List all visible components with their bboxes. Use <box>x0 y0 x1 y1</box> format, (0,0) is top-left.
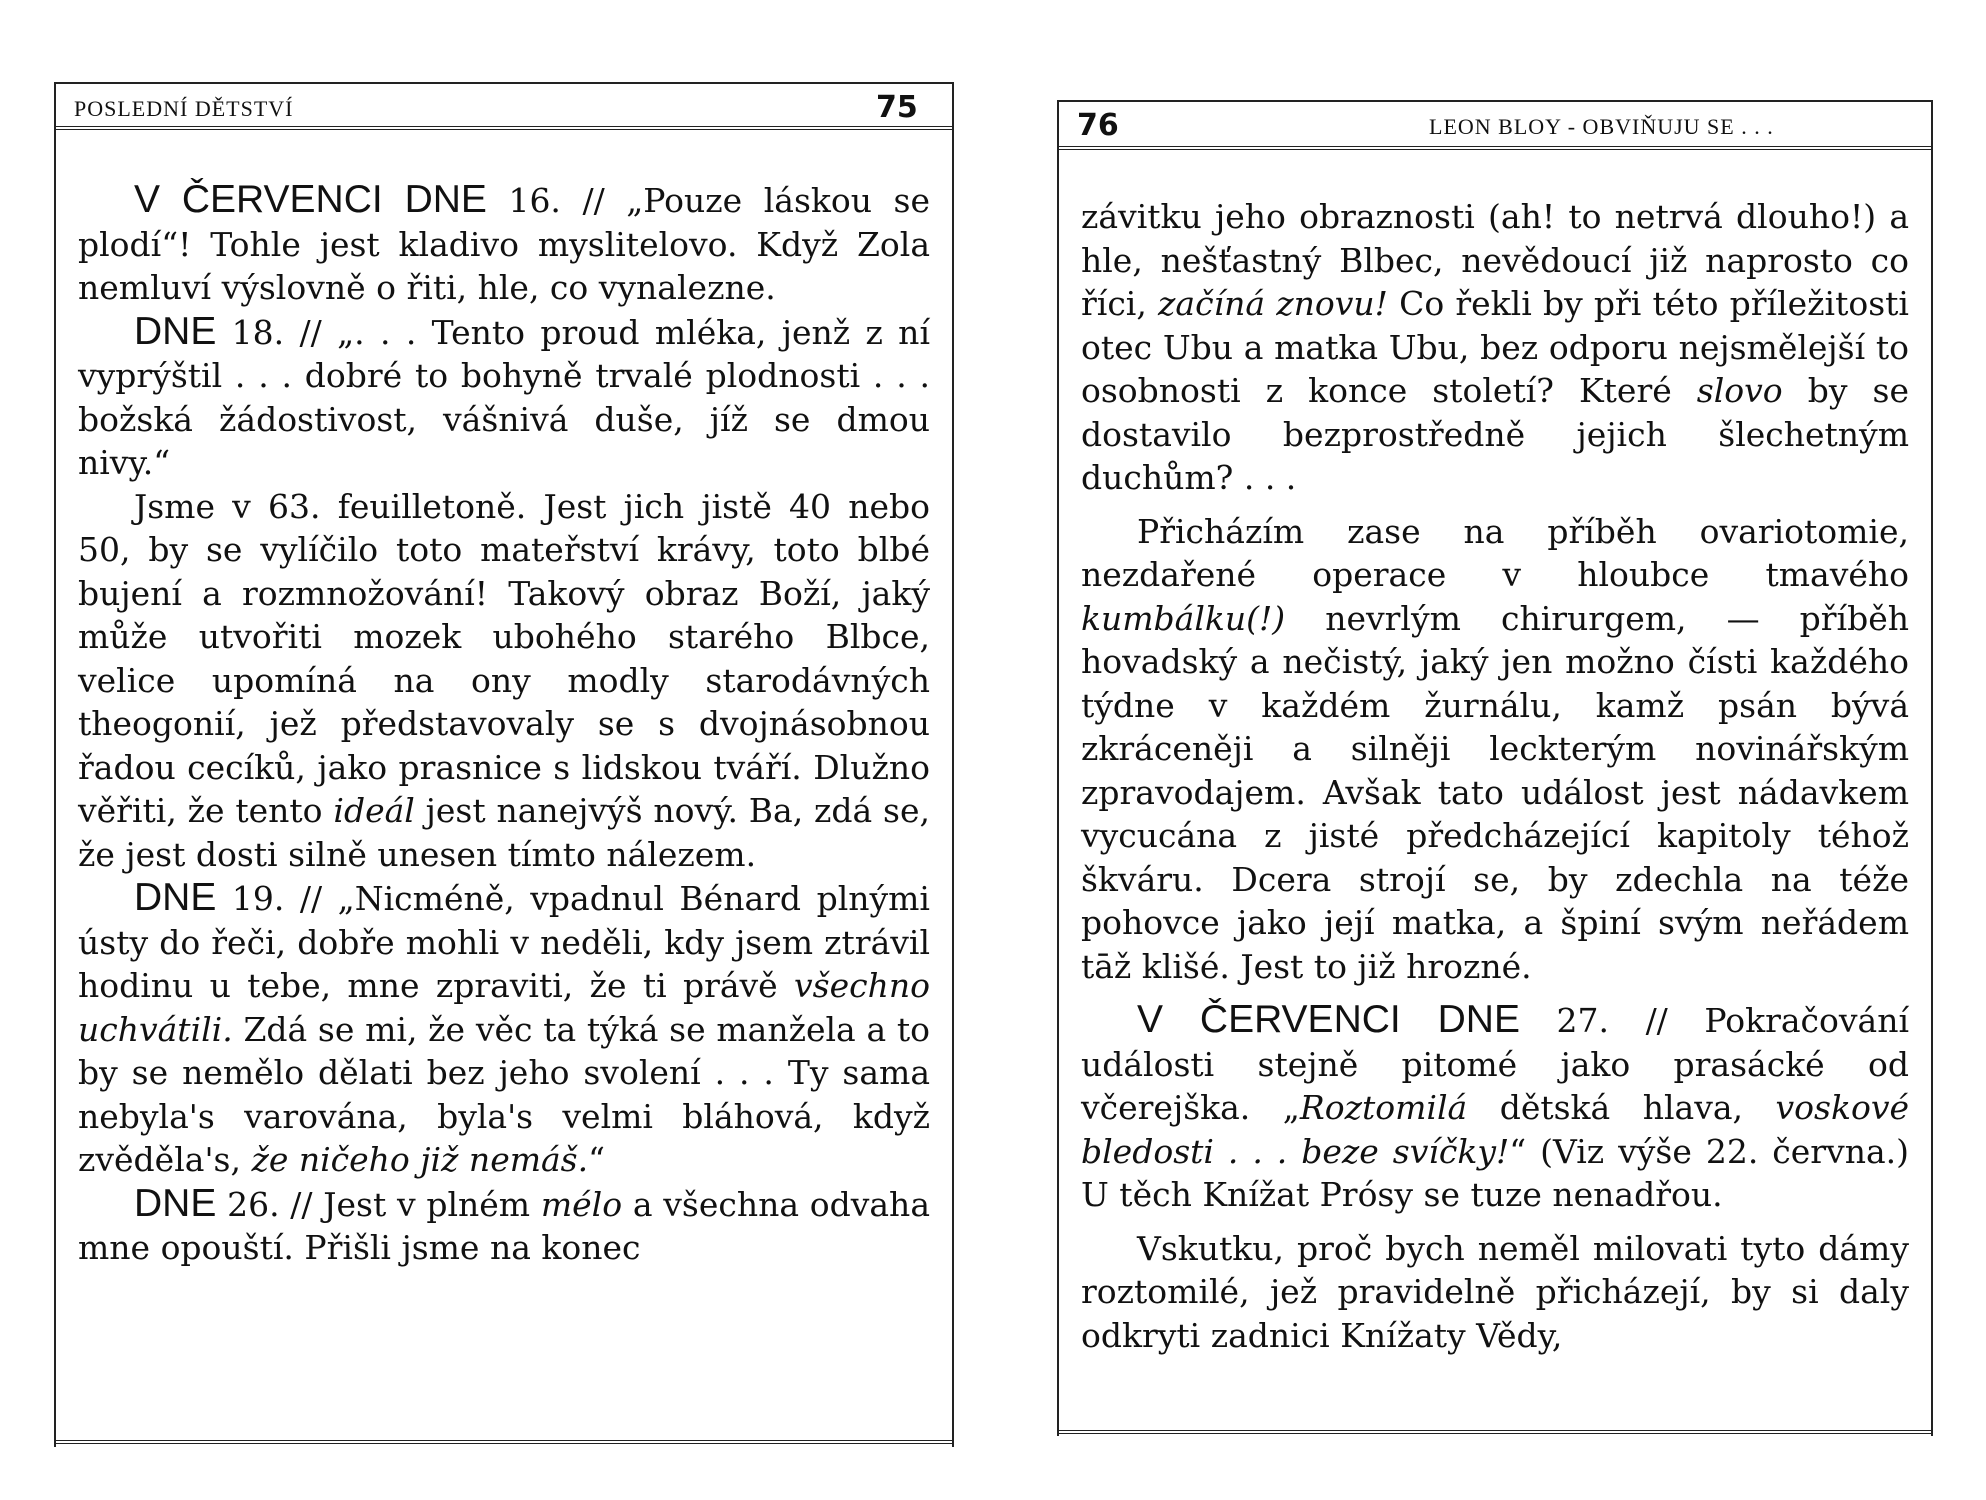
right-p1-italic-2: slovo <box>1696 371 1783 410</box>
right-p1-text-end: by se dostavilo bezprostředně jejich šlechetným duchům? . . . <box>1081 371 1909 497</box>
right-p1-text: závitku jeho obraznosti (ah! to netrvá dlouho!) a hle, nešťastný Blbec, nevědoucí již naprosto co říci, <box>1081 197 1909 323</box>
right-p2-text-end: nevrlým chirurgem, — příběh hovadský a nečistý, jaký jen možno čísti každého týdne v každém žurnálu, kamž psán bývá zkráceněji a silněji leckterým novinářským zpravodajem. Avšak tato událost jest nádavkem vycucána z jisté předcházející kapitoly téhož škváru. Dcera strojí se, by zdechla na téže pohovce jako její matka, a špiní svým neřádem tāž klišé. Jest to již hrozné. <box>1081 598 1909 986</box>
left-paragraph-1 <box>78 178 930 310</box>
left-p2-lead: DNE <box>134 309 217 353</box>
left-p3-text: Jsme v 63. feuilletoně. Jest jich jistě 40 nebo 50, by se vylíčilo toto mateřství krávy, toto blbé bujení a rozmnožování! Takový obraz Boží, jaký může utvořiti mozek ubohého starého Blbce, velice upomíná na ony modly starodávných theogonií, jež představovaly se s dvojnásobnou řadou cecíků, jako prasnice s lidskou tváří. Dlužno věřiti, že tento <box>78 486 930 830</box>
right-p3-text: 27. // Pokračování události stejně pitomé jako prasácké od včerejška. „ <box>1081 1001 1910 1127</box>
left-page-number: 75 <box>876 90 918 125</box>
right-p2-italic: kumbálku(!) <box>1081 598 1286 638</box>
left-p3-italic: ideál <box>333 791 415 830</box>
right-header-rule <box>1057 146 1933 154</box>
left-paragraph-3 <box>78 485 930 877</box>
left-p3-text-end: jest nanejvýš nový. Ba, zdá se, že jest dosti silně unesen tímto nálezem. <box>78 791 930 874</box>
right-p3-text-2: dětská hlava, <box>1467 1088 1776 1127</box>
left-bottom-rule <box>54 1440 954 1448</box>
right-bottom-rule <box>1057 1430 1933 1438</box>
left-p5-text-end: a všechna odvaha mne opouští. Přišli jsme na konec <box>78 1184 930 1267</box>
right-paragraph-2 <box>1081 510 1909 989</box>
right-p1-italic-1: začíná znovu! <box>1158 284 1388 323</box>
right-page-body <box>1081 195 1909 1357</box>
left-p2-text: 18. // „. . . Tento proud mléka, jenž z ní vyprýštil . . . dobré to bohyně trvalé plodnosti . . . božská žádostivost, vášnivá duše, jíž se dmou nivy.“ <box>78 312 930 482</box>
right-top-rule <box>1057 100 1933 102</box>
right-p4-text: Vskutku, proč bych neměl milovati tyto dámy roztomilé, jež pravidelně přicházejí, by si daly odkryti zadnici Knížaty Vědy, <box>1081 1228 1909 1355</box>
right-page-number: 76 <box>1077 108 1119 143</box>
right-p1-text-2: Co řekli by při této příležitosti otec Ubu a matka Ubu, bez odporu nejsmělejší to osobnosti z konce století? Které <box>1081 284 1909 410</box>
left-p4-italic-2: že ničeho již nemáš. <box>251 1140 589 1179</box>
left-p5-lead: DNE <box>134 1181 217 1225</box>
left-p4-italic-1: všechno uchvátili. <box>78 966 930 1049</box>
right-p3-text-end: “ (Viz výše 22. června.) U těch Knížat Prósy se tuze nenadřou. <box>1081 1131 1909 1214</box>
right-paragraph-4 <box>1081 1227 1909 1358</box>
left-p4-lead: DNE <box>134 876 217 919</box>
left-running-header: POSLEDNÍ DĚTSTVÍ <box>74 96 294 121</box>
right-page <box>993 0 1986 1500</box>
left-p1-text: 16. // „Pouze láskou se plodí“! Tohle jest kladivo myslitelovo. Když Zola nemluví výslovně o řiti, hle, co vynalezne. <box>78 181 930 307</box>
right-p3-italic-2: voskové bledosti . . . beze svíčky! <box>1081 1088 1910 1171</box>
left-p5-text: 26. // Jest v plném <box>216 1184 541 1224</box>
right-p3-lead: V ČERVENCI DNE <box>1137 998 1520 1041</box>
left-paragraph-2 <box>78 310 930 485</box>
left-paragraph-5 <box>78 1182 930 1270</box>
right-p2-text: Přicházím zase na příběh ovariotomie, nezdařené operace v hloubce tmavého <box>1081 511 1909 594</box>
left-page-body <box>78 178 930 1270</box>
left-top-rule <box>54 82 954 84</box>
left-p4-text-2: Zdá se mi, že věc ta týká se manžela a to by se nemělo dělati bez jeho svolení . . . Ty sama nebyla's varována, byla's velmi bláhová, když zvěděla's, <box>78 1009 930 1179</box>
left-p4-text-end: “ <box>588 1140 605 1179</box>
left-p5-italic: mélo <box>540 1184 623 1224</box>
right-paragraph-1 <box>1081 195 1909 500</box>
left-p4-text: 19. // „Nicméně, vpadnul Bénard plnými ústy do řeči, dobře mohli v neděli, kdy jsem ztrávil hodinu u tebe, mne zpraviti, že ti právě <box>78 879 930 1005</box>
left-p1-lead: V ČERVENCI DNE <box>134 178 487 221</box>
right-running-header: LEON BLOY - OBVIŇUJU SE . . . <box>1429 114 1774 139</box>
right-paragraph-3 <box>1081 998 1909 1217</box>
right-p3-italic-1: Roztomilá <box>1299 1088 1468 1127</box>
left-paragraph-4 <box>78 876 930 1182</box>
left-header-rule <box>54 126 954 134</box>
